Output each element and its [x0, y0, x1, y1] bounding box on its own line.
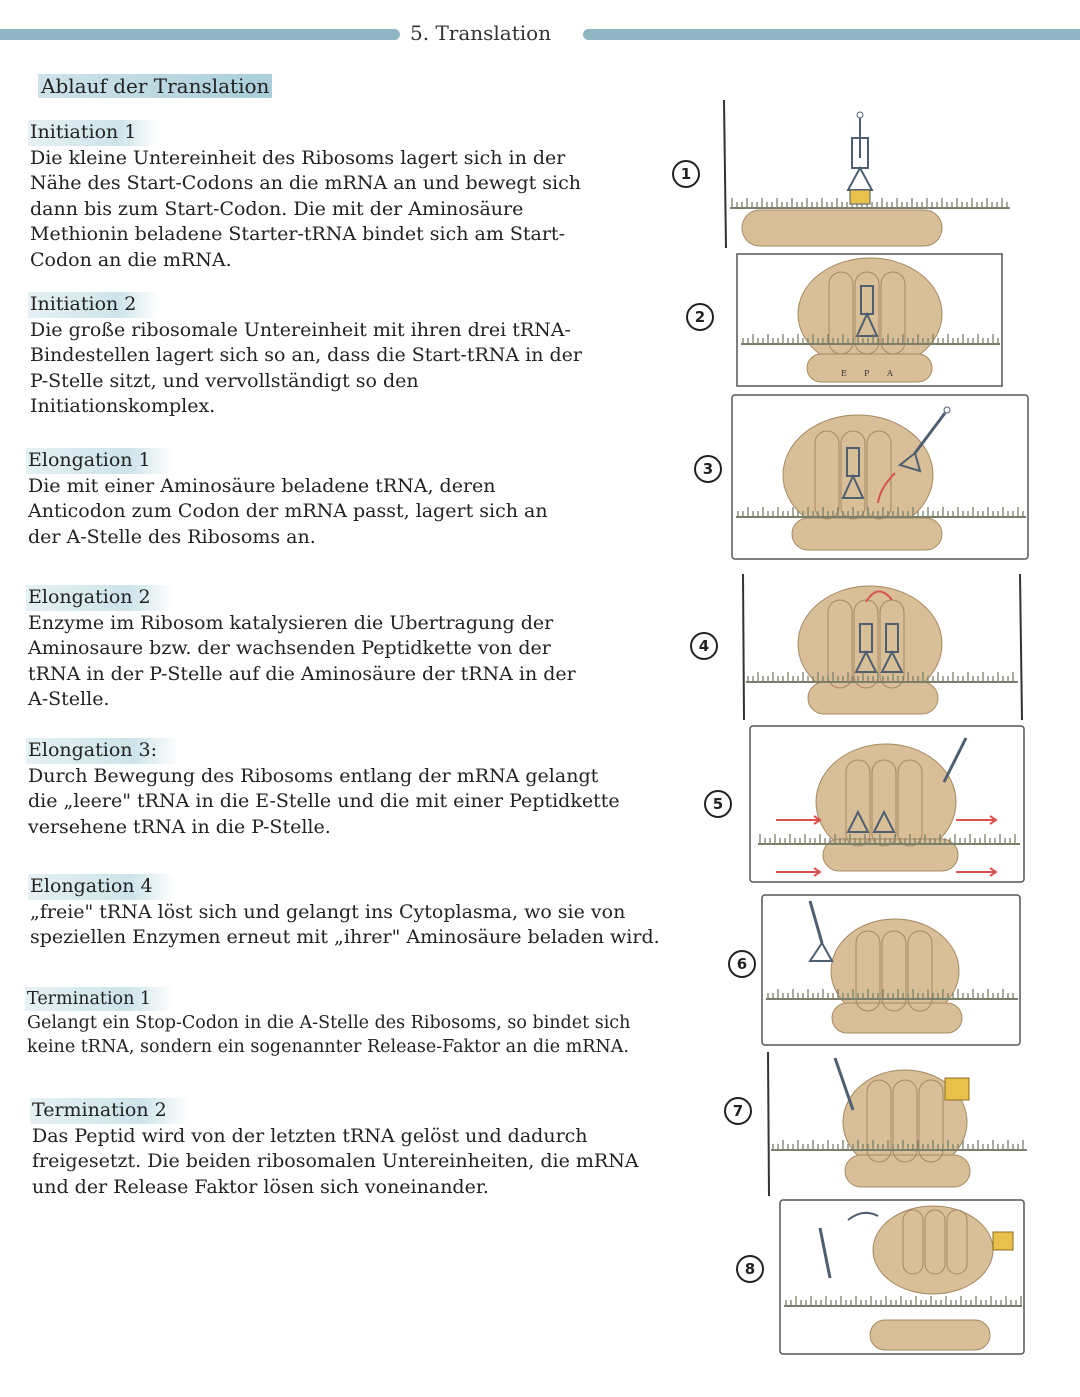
step-elongation-1 [28, 448, 548, 550]
section-heading: Ablauf der Translation [38, 74, 272, 98]
small-subunit [832, 1003, 962, 1033]
step-elongation-3 [28, 738, 620, 840]
small-subunit [792, 518, 942, 550]
header-accent-bar-right [583, 29, 1080, 40]
small-subunit [742, 210, 942, 246]
step-elongation-4 [30, 874, 660, 951]
step-body: Durch Bewegung des Ribosoms entlang der mRNA gelangt die „leere" tRNA in die E-Stelle und die mit einer Peptidkette versehene tRNA in die P-Stelle. [28, 764, 620, 838]
diagram-panel-8 [778, 1198, 1028, 1358]
peptide-chain [848, 1213, 878, 1220]
header-accent-bar-left [0, 29, 400, 40]
step-number-5: 5 [704, 790, 732, 818]
step-elongation-2 [28, 585, 576, 713]
step-number-2: 2 [686, 303, 714, 331]
diagram-panel-7 [765, 1050, 1030, 1198]
step-initiation-1 [30, 120, 581, 274]
step-title: Elongation 1 [26, 448, 173, 474]
diagram-panel-6 [760, 893, 1025, 1048]
step-title: Termination 2 [30, 1098, 189, 1124]
step-body: Die kleine Untereinheit des Ribosoms lagert sich in der Nähe des Start-Codons an die mRNA an und bewegt sich dann bis zum Start-Codon. Die mit der Aminosäure Methionin beladene Starter-tRNA bindet sich am Start- Codon an die mRNA. [30, 146, 581, 271]
small-subunit [870, 1320, 990, 1350]
step-termination-1 [27, 987, 630, 1059]
step-number-1: 1 [672, 160, 700, 188]
trna [848, 112, 872, 204]
step-number-4: 4 [690, 632, 718, 660]
step-title: Elongation 4 [28, 874, 175, 900]
release-factor [993, 1232, 1013, 1250]
step-title: Termination 1 [25, 987, 173, 1011]
release-factor [945, 1078, 969, 1100]
large-subunit [873, 1206, 993, 1294]
diagram-panel-5 [748, 724, 1028, 886]
small-subunit [807, 354, 932, 382]
diagram-panel-4 [740, 572, 1040, 722]
step-body: Die große ribosomale Untereinheit mit ihren drei tRNA- Bindestellen lagert sich so an, dass die Start-tRNA in der P-Stelle sitzt, und vervollständigt so den Initiationskomplex. [30, 318, 583, 418]
incoming-trna [944, 738, 966, 782]
step-number-3: 3 [694, 455, 722, 483]
freed-trna [810, 901, 832, 961]
small-subunit [808, 682, 938, 714]
diagram-panel-3 [730, 393, 1032, 563]
mrna-strand [784, 1296, 1022, 1306]
site-label-a: A [887, 369, 893, 378]
step-title: Initiation 1 [28, 120, 158, 146]
small-subunit [845, 1155, 970, 1187]
site-label-p: P [864, 369, 870, 378]
step-body: Die mit einer Aminosäure beladene tRNA, deren Anticodon zum Codon der mRNA passt, lagert sich an der A-Stelle des Ribosoms an. [28, 474, 548, 548]
step-body: „freie" tRNA löst sich und gelangt ins Cytoplasma, wo sie von speziellen Enzymen erneut mit „ihrer" Aminosäure beladen wird. [30, 900, 660, 949]
step-title: Elongation 2 [26, 585, 173, 611]
step-title: Elongation 3: [26, 738, 179, 764]
step-number-8: 8 [736, 1255, 764, 1283]
step-number-7: 7 [724, 1097, 752, 1125]
site-label-e: E [841, 369, 847, 378]
step-termination-2 [32, 1098, 639, 1200]
step-body: Enzyme im Ribosom katalysieren die Ubertragung der Aminosaure bzw. der wachsenden Peptidkette von der tRNA in der P-Stelle auf die Aminosäure der tRNA in der A-Stelle. [28, 611, 576, 711]
diagram-panel-2 [735, 252, 1010, 392]
diagram-panel-1 [720, 98, 1020, 253]
page-title: 5. Translation [410, 21, 552, 45]
step-number-6: 6 [728, 950, 756, 978]
trna [835, 1058, 853, 1110]
freed-trna [820, 1228, 830, 1278]
step-body: Gelangt ein Stop-Codon in die A-Stelle des Ribosoms, so bindet sich keine tRNA, sondern ein sogenannter Release-Faktor an die mRNA. [27, 1013, 631, 1057]
step-title: Initiation 2 [28, 292, 158, 318]
step-body: Das Peptid wird von der letzten tRNA gelöst und dadurch freigesetzt. Die beiden ribosomalen Untereinheiten, die mRNA und der Release Faktor lösen sich voneinander. [32, 1124, 639, 1198]
step-initiation-2 [30, 292, 582, 420]
